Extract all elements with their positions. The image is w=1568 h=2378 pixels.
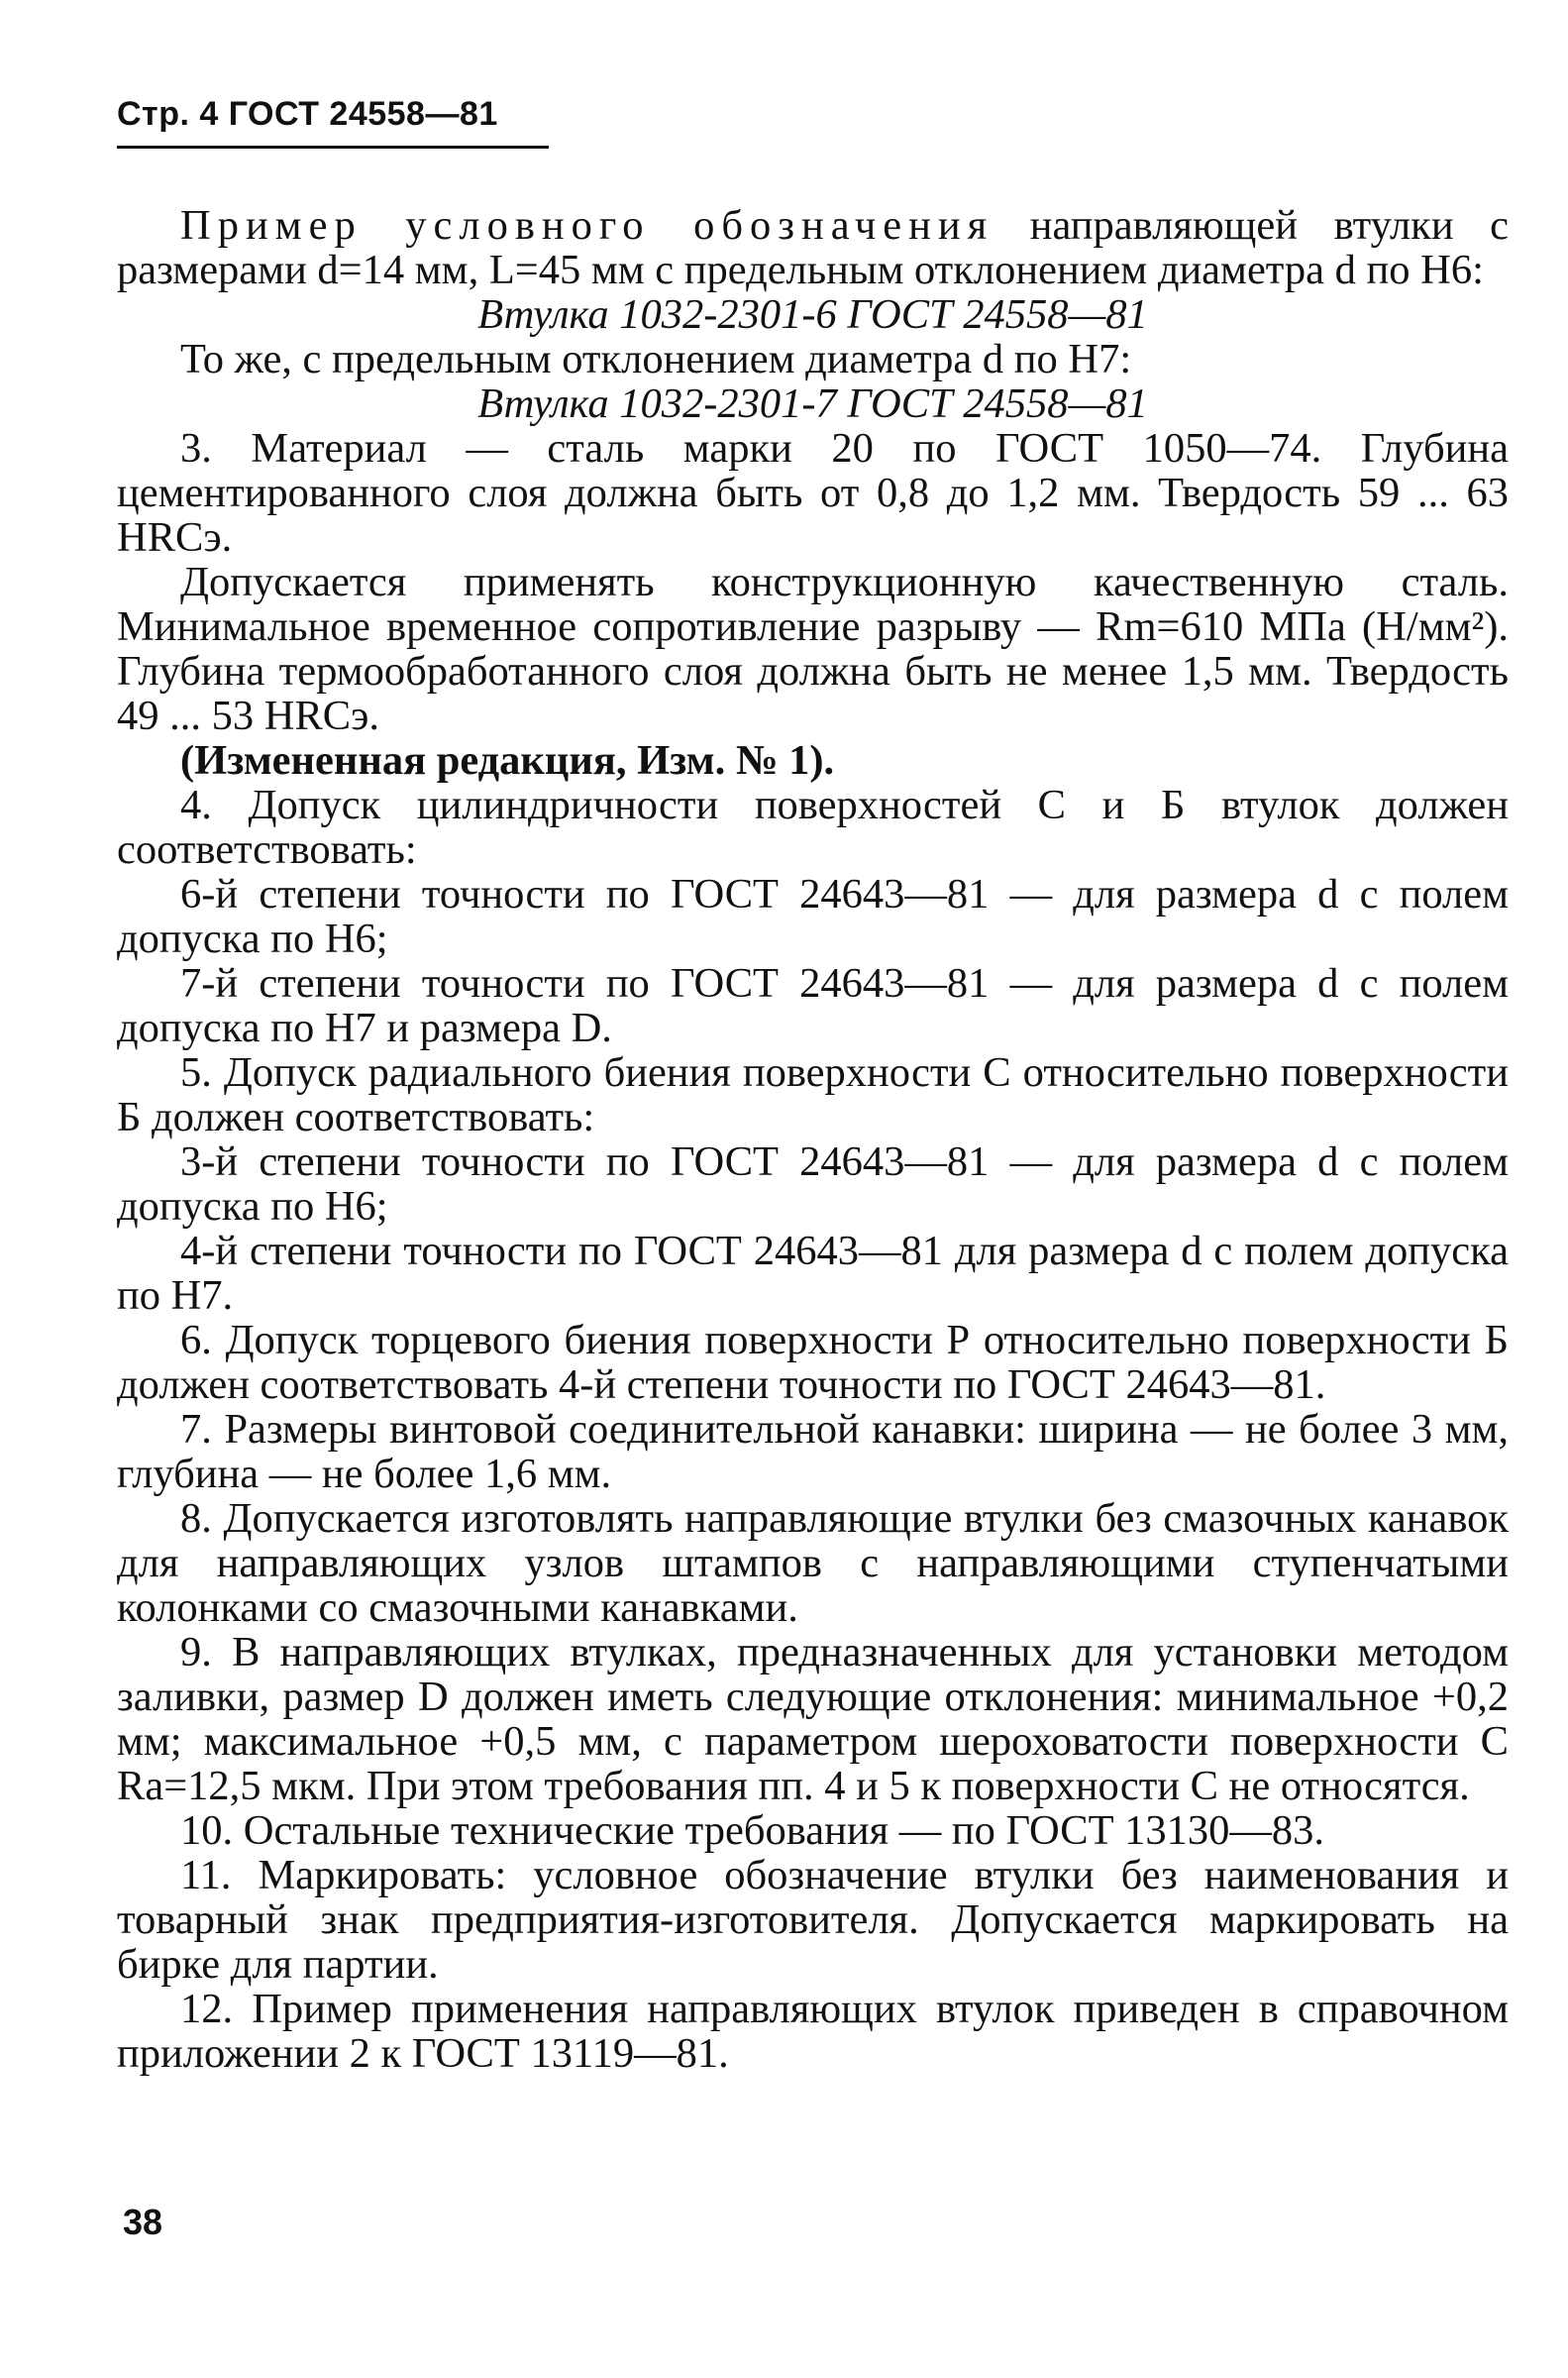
example-intro-rest: направляющей втулки с размерами d=14 мм, L=45 мм с предельным отклонением диаметра d по Н6:: [117, 202, 1510, 293]
paragraph-revision-note: (Измененная редакция, Изм. № 1).: [180, 737, 835, 784]
paragraph-allowed-steel: Допускается применять конструкционную качественную сталь. Минимальное временное сопротивление разрыву — Rm=610 МПа (Н/мм²). Глубина термообработанного слоя должна быть не менее 1,5 мм. Твердость 49 ... 53 HRCэ.: [117, 559, 1509, 739]
paragraph-item-12: 12. Пример применения направляющих втулок приведен в справочном приложении 2 к ГОСТ 13119—81.: [117, 1986, 1509, 2077]
paragraph-same-h7: То же, с предельным отклонением диаметра d по Н7:: [180, 336, 1132, 382]
document-body: [117, 203, 1509, 2076]
page-header: Стр. 4 ГОСТ 24558—81: [117, 95, 549, 149]
spaced-phrase: Пример условного обозначения: [180, 202, 994, 249]
paragraph-item-4-h6: 6-й степени точности по ГОСТ 24643—81 — для размера d с полем допуска по Н6;: [117, 871, 1509, 962]
page-number: 38: [123, 2202, 163, 2242]
paragraph-item-5-h7: 4-й степени точности по ГОСТ 24643—81 для размера d с полем допуска по Н7.: [117, 1228, 1509, 1319]
paragraph-item-9: 9. В направляющих втулках, предназначенных для установки методом заливки, размер D должен иметь следующие отклонения: минимальное +0,2 мм; максимальное +0,5 мм, с параметром шероховатости поверхности С Ra=12,5 мкм. При этом требования пп. 4 и 5 к поверхности С не относятся.: [117, 1629, 1509, 1809]
paragraph-item-11: 11. Маркировать: условное обозначение втулки без наименования и товарный знак предприятия-изготовителя. Допускается маркировать на бирке для партии.: [117, 1852, 1509, 1988]
paragraph-item-7: 7. Размеры винтовой соединительной канавки: ширина — не более 3 мм, глубина — не более 1,6 мм.: [117, 1406, 1509, 1497]
paragraph-item-10: 10. Остальные технические требования — по ГОСТ 13130—83.: [180, 1807, 1325, 1854]
paragraph-item-4: 4. Допуск цилиндричности поверхностей С и Б втулок должен соответствовать:: [117, 782, 1509, 873]
paragraph-example-intro: [117, 203, 1509, 292]
paragraph-item-8: 8. Допускается изготовлять направляющие втулки без смазочных канавок для направляющих узлов штампов с направляющими ступенчатыми колонками со смазочными канавками.: [117, 1495, 1509, 1631]
paragraph-item-4-h7: 7-й степени точности по ГОСТ 24643—81 — для размера d с полем допуска по Н7 и размера D.: [117, 960, 1509, 1051]
paragraph-item-3: 3. Материал — сталь марки 20 по ГОСТ 1050—74. Глубина цементированного слоя должна быть от 0,8 до 1,2 мм. Твердость 59 ... 63 HRCэ.: [117, 425, 1509, 561]
paragraph-item-5-h6: 3-й степени точности по ГОСТ 24643—81 — для размера d с полем допуска по Н6;: [117, 1138, 1509, 1230]
paragraph-item-5: 5. Допуск радиального биения поверхности С относительно поверхности Б должен соответствовать:: [117, 1049, 1509, 1140]
paragraph-item-6: 6. Допуск торцевого биения поверхности Р относительно поверхности Б должен соответствовать 4-й степени точности по ГОСТ 24643—81.: [117, 1317, 1509, 1408]
designation-formula-2: Втулка 1032-2301-7 ГОСТ 24558—81: [477, 380, 1148, 427]
designation-formula-1: Втулка 1032-2301-6 ГОСТ 24558—81: [477, 291, 1148, 338]
